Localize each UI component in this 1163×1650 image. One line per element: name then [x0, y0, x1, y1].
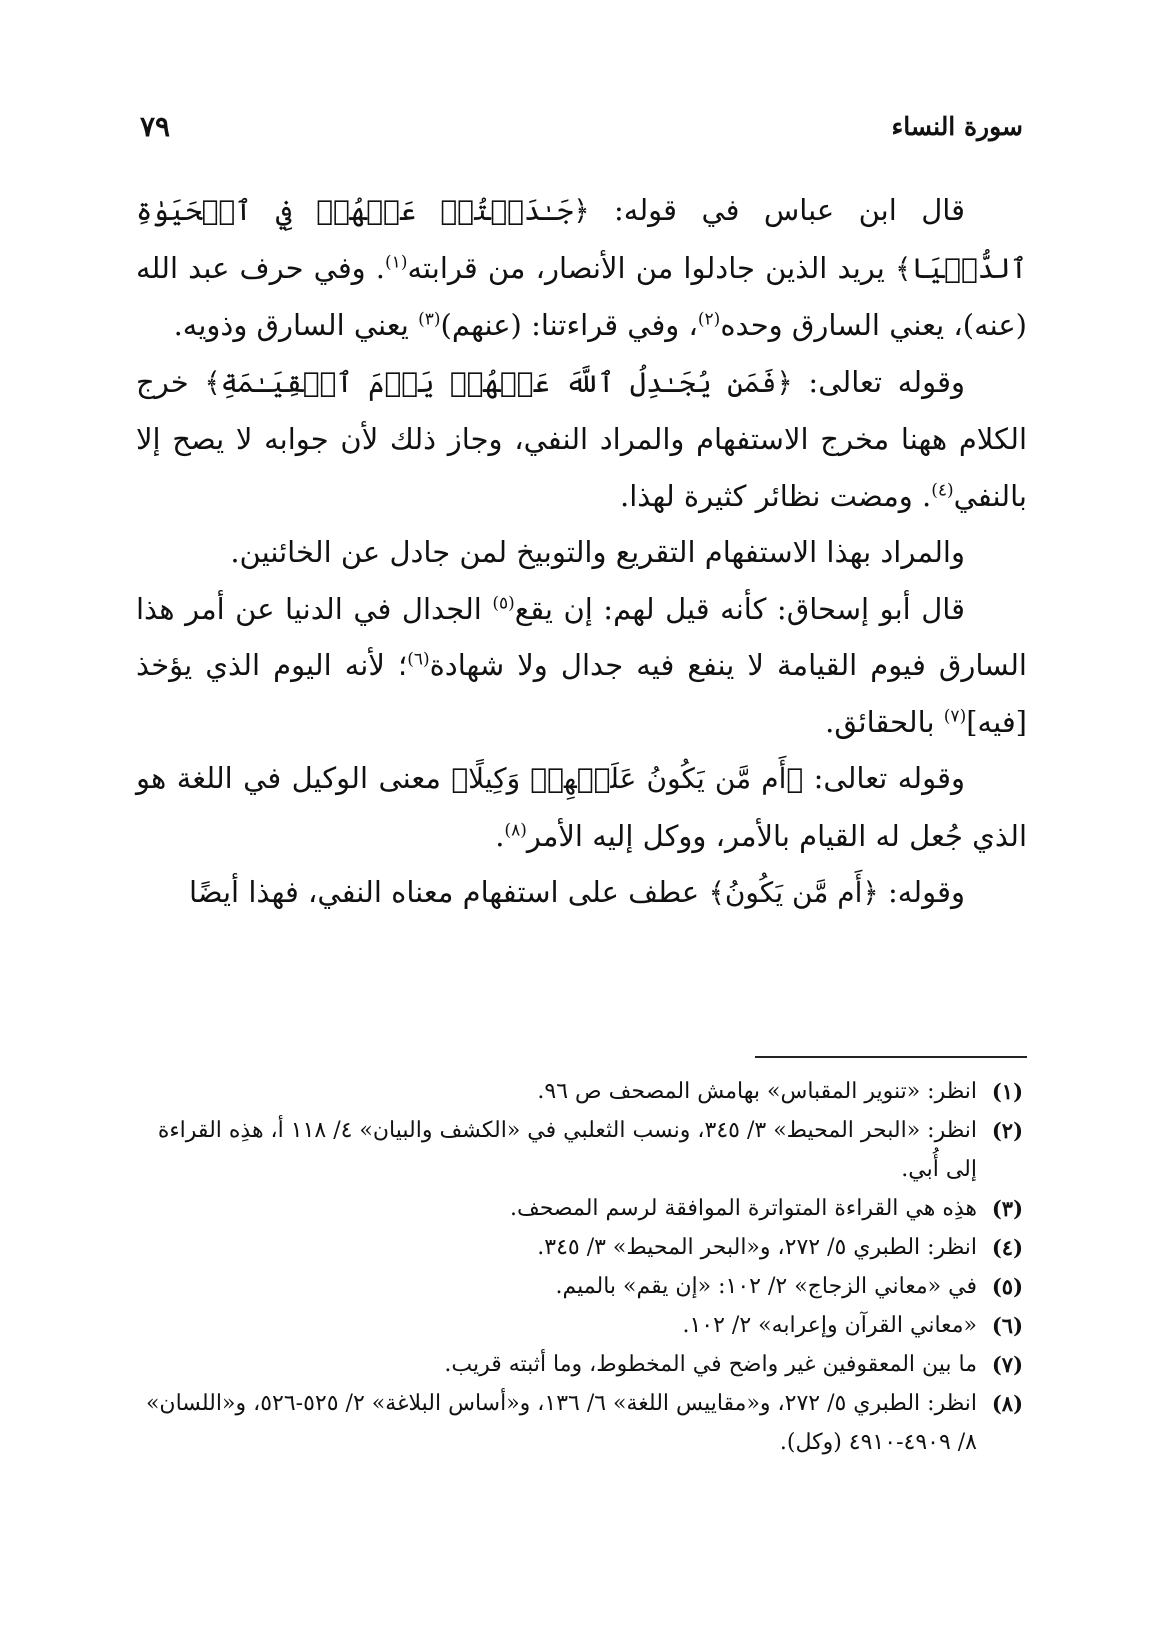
- footnote-text: انظر: «تنوير المقباس» بهامش المصحف ص ٩٦.: [537, 1079, 977, 1104]
- footnote-text: انظر: الطبري ٥/ ٢٧٢، و«مقاييس اللغة» ٦/ ١٣٦، و«أساس البلاغة» ٢/ ٥٢٥-٥٢٦، و«اللسان» ٨/ ٤٩٠٩-٤٩١٠ (وكل).: [145, 1391, 977, 1455]
- footnote-text: ما بين المعقوفين غير واضح في المخطوط، وما أثبته قريب.: [444, 1352, 977, 1377]
- paragraph-1: [136, 182, 1027, 354]
- footnote-1: [136, 1072, 1023, 1111]
- text-run: عطف على استفهام معناه النفي، فهذا أيضًا: [189, 875, 709, 909]
- text-run: . وفي حرف عبد الله (عنه)، يعني السارق وحده: [136, 250, 1027, 342]
- text-run: وقوله تعالى:: [803, 761, 965, 795]
- text-run: وقوله:: [878, 875, 965, 909]
- text-run: ، وفي قراءتنا: (عنهم): [440, 308, 698, 342]
- text-run: الجدال في الدنيا عن أمر هذا السارق فيوم القيامة لا ينفع فيه جدال ولا شهادة: [136, 591, 1027, 682]
- paragraph-6: [136, 864, 1027, 922]
- footnote-number: (١): [991, 1079, 1023, 1104]
- text-run: معنى الوكيل في اللغة هو الذي جُعل له القيام بالأمر، ووكل إليه الأمر: [136, 761, 1027, 853]
- footnote-ref-3[interactable]: (٣): [418, 309, 441, 330]
- footnote-divider: [755, 1056, 1027, 1058]
- footnote-ref-7[interactable]: (٧): [943, 705, 967, 726]
- text-run: وقوله تعالى:: [792, 364, 965, 399]
- footnote-number: (٨): [991, 1391, 1023, 1416]
- footnote-number: (٣): [991, 1196, 1023, 1221]
- footnote-ref-4[interactable]: (٤): [931, 479, 954, 500]
- paragraph-2: [136, 354, 1027, 525]
- footnote-2: [136, 1111, 1023, 1189]
- footnote-ref-5[interactable]: (٥): [492, 592, 515, 613]
- footnote-text: «معاني القرآن وإعرابه» ٢/ ١٠٢.: [682, 1313, 977, 1338]
- footnote-text: هذِه هي القراءة المتواترة الموافقة لرسم المصحف.: [509, 1196, 977, 1221]
- footnote-number: (٦): [991, 1313, 1023, 1338]
- paragraph-5: [136, 750, 1027, 864]
- footnote-text: انظر: «البحر المحيط» ٣/ ٣٤٥، ونسب الثعلبي في «الكشف والبيان» ٤/ ١١٨ أ، هذِه القراءة إلى أُبي.: [157, 1118, 977, 1182]
- quran-quote: ﴿جَـٰدَلۡتُمۡ عَنۡهُمۡ فِي ٱلۡحَيَوٰةِ ٱلدُّنۡيَا﴾: [136, 194, 1027, 285]
- footnote-number: (٧): [991, 1352, 1023, 1377]
- page-header: [140, 104, 1023, 148]
- text-run: .: [495, 818, 505, 853]
- footnote-3: [136, 1189, 1023, 1228]
- footnote-text: في «معاني الزجاج» ٢/ ١٠٢: «إن يقم» بالميم.: [555, 1274, 977, 1299]
- quran-quote: ﴿أَم مَّن يَكُونُ عَلَيۡهِمۡ وَكِيلًا﴾: [451, 762, 804, 795]
- footnote-number: (٥): [991, 1274, 1023, 1299]
- footnote-6: [136, 1306, 1023, 1345]
- paragraph-4: [136, 581, 1027, 751]
- footnote-ref-2[interactable]: (٢): [697, 309, 721, 330]
- footnote-ref-6[interactable]: (٦): [407, 649, 430, 670]
- text-run: خرج الكلام ههنا مخرج الاستفهام والمراد النفي، وجاز ذلك لأن جوابه لا يصح إلا بالنفي: [136, 364, 1027, 513]
- surah-name: سورة النساء: [891, 111, 1023, 141]
- text-run: . ومضت نظائر كثيرة لهذا.: [620, 478, 932, 513]
- text-run: يريد الذين جادلوا من الأنصار، من قرابته: [407, 250, 895, 285]
- footnote-ref-1[interactable]: (١): [385, 251, 408, 272]
- footnote-number: (٢): [991, 1118, 1023, 1143]
- text-run: يعني السارق وذويه.: [173, 308, 419, 342]
- footnote-7: [136, 1345, 1023, 1384]
- footnotes: [136, 1072, 1023, 1462]
- text-run: قال أبو إسحاق: كأنه قيل لهم: إن يقع: [514, 591, 965, 626]
- footnote-8: [136, 1384, 1023, 1462]
- quran-quote: ﴿فَمَن يُجَـٰدِلُ ٱللَّهَ عَنۡهُمۡ يَوۡمَ ٱلۡقِيَـٰمَةِ﴾: [204, 365, 793, 399]
- footnote-number: (٤): [991, 1235, 1023, 1260]
- quran-quote: ﴿أَم مَّن يَكُونُ﴾: [708, 876, 879, 909]
- page-number: ٧٩: [140, 109, 171, 143]
- footnote-text: انظر: الطبري ٥/ ٢٧٢، و«البحر المحيط» ٣/ ٣٤٥.: [537, 1235, 977, 1260]
- footnote-5: [136, 1267, 1023, 1306]
- text-run: ؛ لأنه اليوم الذي يؤخذ [فيه]: [136, 648, 1027, 739]
- footnote-4: [136, 1228, 1023, 1267]
- text-run: قال ابن عباس في قوله:: [589, 193, 965, 227]
- paragraph-3: والمراد بهذا الاستفهام التقريع والتوبيخ لمن جادل عن الخائنين.: [230, 535, 965, 569]
- text-run: بالحقائق.: [825, 704, 944, 739]
- main-text: [136, 182, 1027, 922]
- footnote-ref-8[interactable]: (٨): [504, 819, 527, 840]
